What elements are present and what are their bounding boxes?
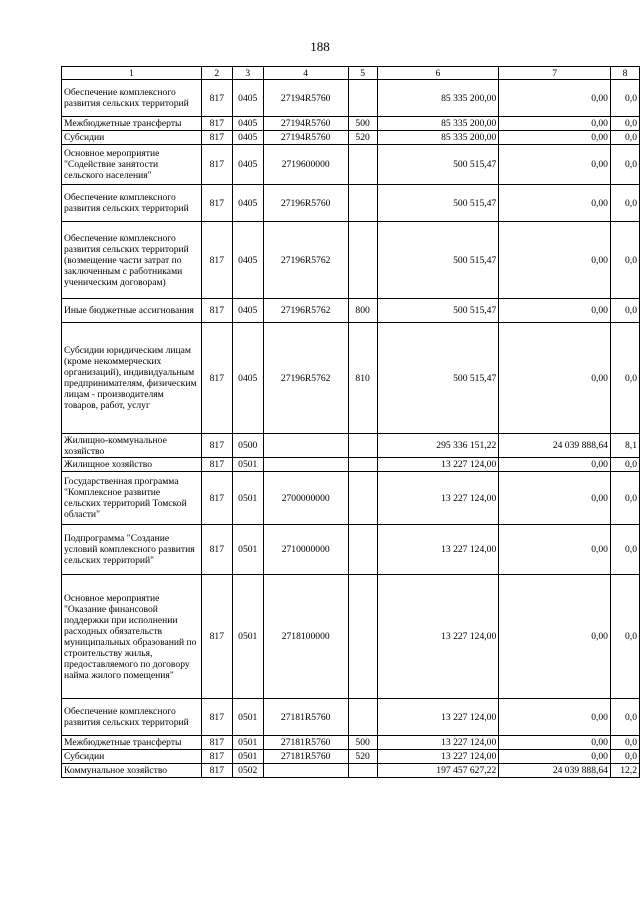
execution-percent-cell: 0,0 bbox=[610, 699, 639, 736]
row-name-cell: Жилищное хозяйство bbox=[62, 458, 202, 472]
table-row bbox=[62, 434, 640, 458]
section-code-cell: 0405 bbox=[232, 323, 263, 434]
target-article-cell: 2719600000 bbox=[263, 145, 348, 185]
expense-type-cell bbox=[348, 145, 377, 185]
header-cell: 4 bbox=[263, 67, 348, 80]
execution-percent-cell: 0,0 bbox=[610, 525, 639, 575]
section-code-cell: 0501 bbox=[232, 458, 263, 472]
expense-type-cell bbox=[348, 458, 377, 472]
ministry-code-cell: 817 bbox=[201, 699, 232, 736]
expense-type-cell bbox=[348, 525, 377, 575]
header-cell: 3 bbox=[232, 67, 263, 80]
executed-amount-cell: 0,00 bbox=[499, 80, 611, 117]
executed-amount-cell: 0,00 bbox=[499, 458, 611, 472]
planned-amount-cell: 13 227 124,00 bbox=[377, 750, 499, 764]
row-name-cell: Субсидии юридическим лицам (кроме некоммерческих организаций), индивидуальным предпринимателям, физическим лицам - производителям товаров, работ, услуг bbox=[62, 323, 202, 434]
section-code-cell: 0501 bbox=[232, 525, 263, 575]
execution-percent-cell: 0,0 bbox=[610, 185, 639, 222]
execution-percent-cell: 0,0 bbox=[610, 472, 639, 525]
execution-percent-cell: 0,0 bbox=[610, 750, 639, 764]
table-row bbox=[62, 222, 640, 299]
execution-percent-cell: 0,0 bbox=[610, 323, 639, 434]
target-article-cell: 2700000000 bbox=[263, 472, 348, 525]
section-code-cell: 0405 bbox=[232, 222, 263, 299]
table-body bbox=[62, 80, 640, 778]
ministry-code-cell: 817 bbox=[201, 323, 232, 434]
row-name-cell: Государственная программа "Комплексное развитие сельских территорий Томской области" bbox=[62, 472, 202, 525]
expense-type-cell: 800 bbox=[348, 299, 377, 323]
table-row bbox=[62, 185, 640, 222]
target-article-cell: 27181R5760 bbox=[263, 699, 348, 736]
planned-amount-cell: 85 335 200,00 bbox=[377, 117, 499, 131]
ministry-code-cell: 817 bbox=[201, 472, 232, 525]
row-name-cell: Обеспечение комплексного развития сельских территорий (возмещение части затрат по заключенным с работниками ученическим договорам) bbox=[62, 222, 202, 299]
table-row bbox=[62, 736, 640, 750]
expense-type-cell: 500 bbox=[348, 117, 377, 131]
target-article-cell bbox=[263, 764, 348, 778]
section-code-cell: 0501 bbox=[232, 736, 263, 750]
planned-amount-cell: 197 457 627,22 bbox=[377, 764, 499, 778]
table-row bbox=[62, 764, 640, 778]
target-article-cell bbox=[263, 458, 348, 472]
executed-amount-cell: 0,00 bbox=[499, 145, 611, 185]
target-article-cell: 27181R5760 bbox=[263, 750, 348, 764]
planned-amount-cell: 500 515,47 bbox=[377, 323, 499, 434]
expense-type-cell bbox=[348, 222, 377, 299]
executed-amount-cell: 0,00 bbox=[499, 299, 611, 323]
row-name-cell: Обеспечение комплексного развития сельских территорий bbox=[62, 185, 202, 222]
planned-amount-cell: 13 227 124,00 bbox=[377, 525, 499, 575]
planned-amount-cell: 13 227 124,00 bbox=[377, 736, 499, 750]
table-row bbox=[62, 117, 640, 131]
section-code-cell: 0501 bbox=[232, 750, 263, 764]
row-name-cell: Основное мероприятие "Содействие занятости сельского населения" bbox=[62, 145, 202, 185]
section-code-cell: 0405 bbox=[232, 117, 263, 131]
ministry-code-cell: 817 bbox=[201, 525, 232, 575]
row-name-cell: Жилищно-коммунальное хозяйство bbox=[62, 434, 202, 458]
execution-percent-cell: 0,0 bbox=[610, 222, 639, 299]
target-article-cell: 27181R5760 bbox=[263, 736, 348, 750]
executed-amount-cell: 0,00 bbox=[499, 185, 611, 222]
table-row bbox=[62, 575, 640, 699]
expense-type-cell bbox=[348, 185, 377, 222]
header-cell: 1 bbox=[62, 67, 202, 80]
ministry-code-cell: 817 bbox=[201, 434, 232, 458]
section-code-cell: 0405 bbox=[232, 145, 263, 185]
ministry-code-cell: 817 bbox=[201, 131, 232, 145]
expense-type-cell bbox=[348, 472, 377, 525]
executed-amount-cell: 0,00 bbox=[499, 222, 611, 299]
executed-amount-cell: 0,00 bbox=[499, 525, 611, 575]
planned-amount-cell: 85 335 200,00 bbox=[377, 131, 499, 145]
section-code-cell: 0405 bbox=[232, 185, 263, 222]
target-article-cell: 27196R5762 bbox=[263, 222, 348, 299]
planned-amount-cell: 13 227 124,00 bbox=[377, 575, 499, 699]
target-article-cell: 2718100000 bbox=[263, 575, 348, 699]
table-row bbox=[62, 299, 640, 323]
target-article-cell: 27196R5762 bbox=[263, 323, 348, 434]
table-header-row bbox=[62, 67, 640, 80]
execution-percent-cell: 8,1 bbox=[610, 434, 639, 458]
executed-amount-cell: 0,00 bbox=[499, 117, 611, 131]
executed-amount-cell: 0,00 bbox=[499, 575, 611, 699]
expense-type-cell: 520 bbox=[348, 750, 377, 764]
header-cell: 2 bbox=[201, 67, 232, 80]
section-code-cell: 0405 bbox=[232, 299, 263, 323]
expense-type-cell: 810 bbox=[348, 323, 377, 434]
ministry-code-cell: 817 bbox=[201, 185, 232, 222]
planned-amount-cell: 85 335 200,00 bbox=[377, 80, 499, 117]
target-article-cell: 2710000000 bbox=[263, 525, 348, 575]
expense-type-cell: 500 bbox=[348, 736, 377, 750]
table-row bbox=[62, 750, 640, 764]
budget-table bbox=[61, 66, 640, 778]
table-row bbox=[62, 472, 640, 525]
planned-amount-cell: 500 515,47 bbox=[377, 299, 499, 323]
target-article-cell: 27196R5762 bbox=[263, 299, 348, 323]
row-name-cell: Иные бюджетные ассигнования bbox=[62, 299, 202, 323]
ministry-code-cell: 817 bbox=[201, 222, 232, 299]
ministry-code-cell: 817 bbox=[201, 145, 232, 185]
row-name-cell: Субсидии bbox=[62, 750, 202, 764]
section-code-cell: 0501 bbox=[232, 699, 263, 736]
row-name-cell: Обеспечение комплексного развития сельских территорий bbox=[62, 699, 202, 736]
section-code-cell: 0501 bbox=[232, 472, 263, 525]
executed-amount-cell: 0,00 bbox=[499, 131, 611, 145]
row-name-cell: Основное мероприятие "Оказание финансовой поддержки при исполнении расходных обязательств муниципальных образований по строительству жилья, предоставляемого по договору найма жилого помещения" bbox=[62, 575, 202, 699]
executed-amount-cell: 24 039 888,64 bbox=[499, 764, 611, 778]
executed-amount-cell: 0,00 bbox=[499, 750, 611, 764]
page-number: 188 bbox=[310, 39, 330, 54]
executed-amount-cell: 0,00 bbox=[499, 323, 611, 434]
execution-percent-cell: 0,0 bbox=[610, 575, 639, 699]
expense-type-cell bbox=[348, 80, 377, 117]
expense-type-cell bbox=[348, 434, 377, 458]
section-code-cell: 0405 bbox=[232, 80, 263, 117]
header-cell: 8 bbox=[610, 67, 639, 80]
expense-type-cell bbox=[348, 699, 377, 736]
ministry-code-cell: 817 bbox=[201, 750, 232, 764]
target-article-cell: 27196R5760 bbox=[263, 185, 348, 222]
planned-amount-cell: 500 515,47 bbox=[377, 145, 499, 185]
header-cell: 7 bbox=[499, 67, 611, 80]
executed-amount-cell: 24 039 888,64 bbox=[499, 434, 611, 458]
executed-amount-cell: 0,00 bbox=[499, 472, 611, 525]
header-cell: 5 bbox=[348, 67, 377, 80]
ministry-code-cell: 817 bbox=[201, 80, 232, 117]
table-row bbox=[62, 80, 640, 117]
table-row bbox=[62, 525, 640, 575]
expense-type-cell: 520 bbox=[348, 131, 377, 145]
ministry-code-cell: 817 bbox=[201, 736, 232, 750]
ministry-code-cell: 817 bbox=[201, 764, 232, 778]
ministry-code-cell: 817 bbox=[201, 575, 232, 699]
execution-percent-cell: 0,0 bbox=[610, 117, 639, 131]
table-row bbox=[62, 145, 640, 185]
execution-percent-cell: 0,0 bbox=[610, 458, 639, 472]
table-row bbox=[62, 699, 640, 736]
planned-amount-cell: 13 227 124,00 bbox=[377, 458, 499, 472]
section-code-cell: 0502 bbox=[232, 764, 263, 778]
table-row bbox=[62, 131, 640, 145]
planned-amount-cell: 295 336 151,22 bbox=[377, 434, 499, 458]
target-article-cell: 27194R5760 bbox=[263, 117, 348, 131]
expense-type-cell bbox=[348, 575, 377, 699]
table-row bbox=[62, 458, 640, 472]
ministry-code-cell: 817 bbox=[201, 458, 232, 472]
ministry-code-cell: 817 bbox=[201, 117, 232, 131]
execution-percent-cell: 0,0 bbox=[610, 80, 639, 117]
row-name-cell: Межбюджетные трансферты bbox=[62, 736, 202, 750]
row-name-cell: Субсидии bbox=[62, 131, 202, 145]
executed-amount-cell: 0,00 bbox=[499, 699, 611, 736]
executed-amount-cell: 0,00 bbox=[499, 736, 611, 750]
execution-percent-cell: 0,0 bbox=[610, 299, 639, 323]
row-name-cell: Обеспечение комплексного развития сельских территорий bbox=[62, 80, 202, 117]
execution-percent-cell: 12,2 bbox=[610, 764, 639, 778]
planned-amount-cell: 13 227 124,00 bbox=[377, 472, 499, 525]
header-cell: 6 bbox=[377, 67, 499, 80]
target-article-cell: 27194R5760 bbox=[263, 131, 348, 145]
execution-percent-cell: 0,0 bbox=[610, 131, 639, 145]
execution-percent-cell: 0,0 bbox=[610, 736, 639, 750]
section-code-cell: 0500 bbox=[232, 434, 263, 458]
row-name-cell: Коммунальное хозяйство bbox=[62, 764, 202, 778]
planned-amount-cell: 500 515,47 bbox=[377, 222, 499, 299]
row-name-cell: Межбюджетные трансферты bbox=[62, 117, 202, 131]
table-row bbox=[62, 323, 640, 434]
ministry-code-cell: 817 bbox=[201, 299, 232, 323]
execution-percent-cell: 0,0 bbox=[610, 145, 639, 185]
planned-amount-cell: 13 227 124,00 bbox=[377, 699, 499, 736]
target-article-cell: 27194R5760 bbox=[263, 80, 348, 117]
section-code-cell: 0405 bbox=[232, 131, 263, 145]
planned-amount-cell: 500 515,47 bbox=[377, 185, 499, 222]
section-code-cell: 0501 bbox=[232, 575, 263, 699]
row-name-cell: Подпрограмма "Создание условий комплексного развития сельских территорий" bbox=[62, 525, 202, 575]
expense-type-cell bbox=[348, 764, 377, 778]
target-article-cell bbox=[263, 434, 348, 458]
